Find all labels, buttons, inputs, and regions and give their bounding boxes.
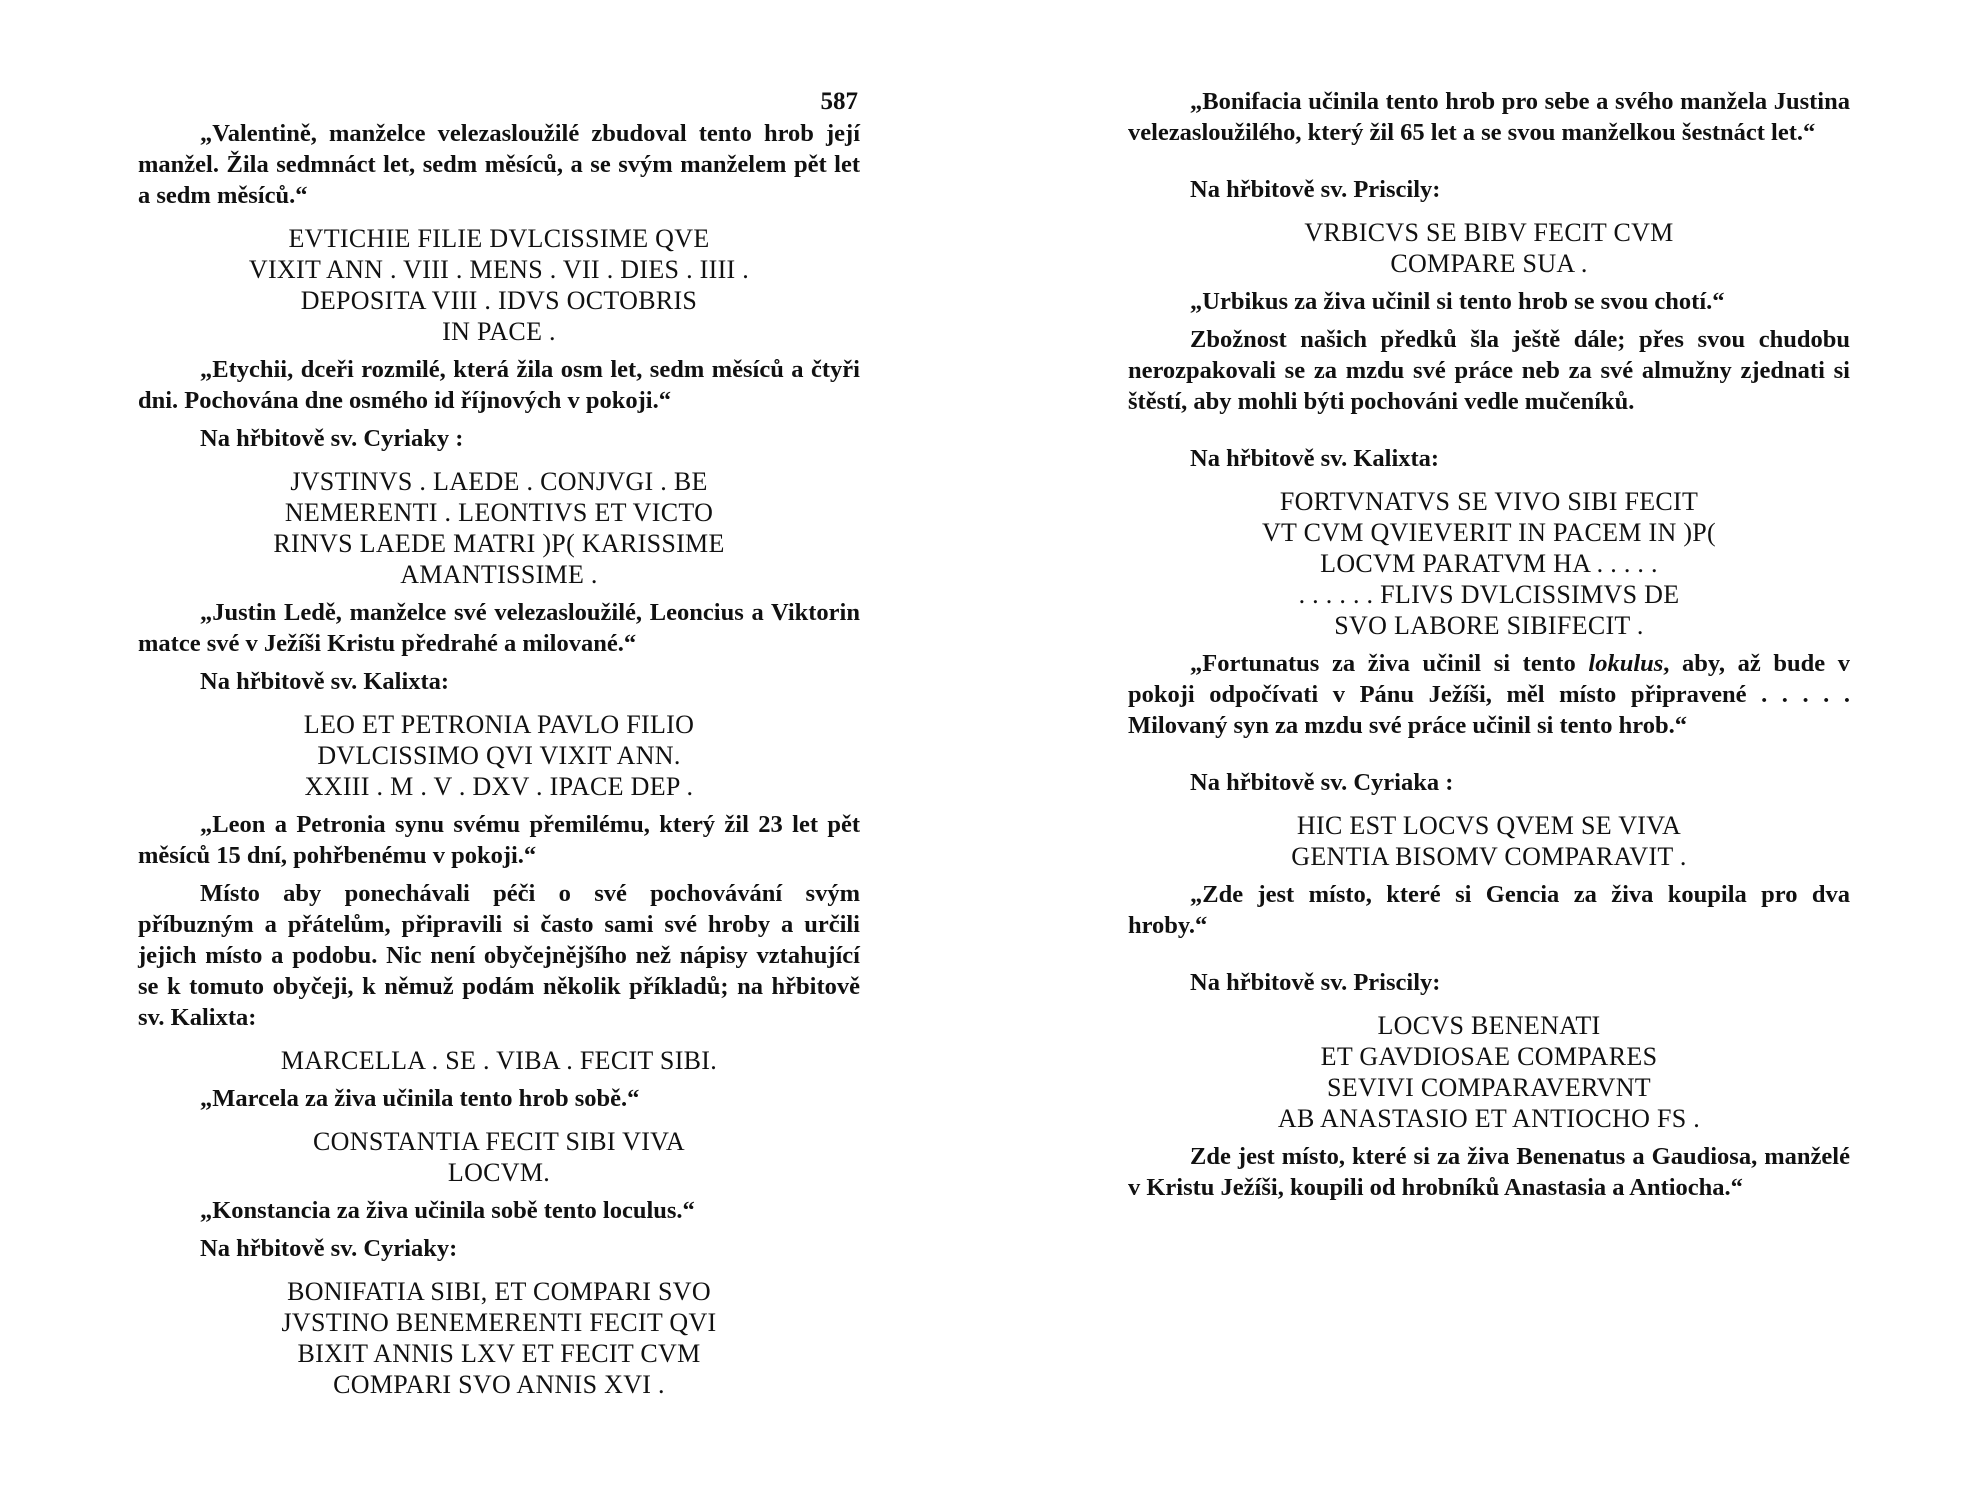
inscription-line: LOCVS BENENATI (1377, 1011, 1601, 1040)
inscription-line: VIXIT ANN . VIII . MENS . VII . DIES . IIII . (248, 255, 750, 284)
paragraph: Místo aby ponechávali péči o své pochovávání svým příbuzným a přátelům, připravili si často sami své hroby a určili jejich místo a podobu. Nic není obyčejnějšího než nápisy vztahující se k tomuto obyčeji, k němuž podám několik příkladů; na hřbitově sv. Kalixta: (138, 880, 860, 1031)
section-heading: Na hřbitově sv. Cyriaky : (200, 425, 464, 452)
paragraph (1128, 648, 1850, 741)
inscription-line: FORTVNATVS SE VIVO SIBI FECIT (1279, 487, 1699, 516)
paragraph: „Valentině, manželce velezasloužilé zbudoval tento hrob její manžel. Žila sedmnáct let, sedm měsíců, a se svým manželem pět let a sedm měsíců.“ (138, 120, 860, 209)
left-page (138, 0, 860, 1400)
latin-inscription (138, 1126, 860, 1188)
inscription-line: SVO LABORE SIBIFECIT . (1334, 611, 1644, 640)
latin-inscription (1128, 1010, 1850, 1134)
emphasis: lokulus (1588, 650, 1664, 677)
translation: „Konstancia za živa učinila sobě tento loculus.“ (200, 1197, 695, 1224)
inscription-line: IN PACE . (442, 317, 556, 346)
inscription-line: VRBICVS SE BIBV FECIT CVM (1304, 218, 1674, 247)
latin-inscription (1128, 486, 1850, 641)
latin-inscription (138, 1045, 860, 1076)
inscription-line: ET GAVDIOSAE COMPARES (1320, 1042, 1658, 1071)
inscription-line: COMPARI SVO ANNIS XVI . (333, 1370, 665, 1399)
paragraph: „Etychii, dceři rozmilé, která žila osm let, sedm měsíců a čtyři dni. Pochována dne osmého id říjnových v pokoji.“ (138, 356, 860, 414)
latin-inscription (1128, 810, 1850, 872)
latin-inscription (138, 466, 860, 590)
paragraph: „Justin Ledě, manželce své velezasloužilé, Leoncius a Viktorin matce své v Ježíši Kristu předrahé a milované.“ (138, 599, 860, 657)
inscription-line: NEMERENTI . LEONTIVS ET VICTO (284, 498, 714, 527)
inscription-line: AB ANASTASIO ET ANTIOCHO FS . (1277, 1104, 1701, 1133)
inscription-line: RINVS LAEDE MATRI )P( KARISSIME (273, 529, 725, 558)
inscription-line: DEPOSITA VIII . IDVS OCTOBRIS (300, 286, 698, 315)
inscription-line: EVTICHIE FILIE DVLCISSIME QVE (288, 224, 710, 253)
inscription-line: XXIII . M . V . DXV . IPACE DEP . (304, 772, 694, 801)
inscription-line: BIXIT ANNIS LXV ET FECIT CVM (297, 1339, 701, 1368)
inscription-line: MARCELLA . SE . VIBA . FECIT SIBI. (280, 1046, 718, 1075)
paragraph-text: , aby, až bude v pokoji odpočívati v Pánu Ježíši, měl místo připravené . . . . . Milovaný syn za mzdu své práce učinil si tento hrob.“ (1128, 650, 1850, 739)
inscription-line: LOCVM PARATVM HA . . . . . (1320, 549, 1658, 578)
latin-inscription (138, 223, 860, 347)
translation: „Marcela za živa učinila tento hrob sobě.“ (200, 1085, 640, 1112)
section-heading: Na hřbitově sv. Cyriaka : (1190, 769, 1454, 796)
latin-inscription (1128, 217, 1850, 279)
inscription-line: VT CVM QVIEVERIT IN PACEM IN )P( (1261, 518, 1717, 547)
paragraph: Zbožnost našich předků šla ještě dále; přes svou chudobu nerozpakovali se za mzdu své práce neb za své almužny zjednati si štěstí, aby mohli býti pochováni vedle mučeníků. (1128, 326, 1850, 415)
section-heading: Na hřbitově sv. Kalixta: (200, 668, 450, 695)
inscription-line: SEVIVI COMPARAVERVNT (1327, 1073, 1651, 1102)
paragraph: „Zde jest místo, které si Gencia za živa koupila pro dva hroby.“ (1128, 881, 1850, 939)
paragraph: Zde jest místo, které si za živa Benenatus a Gaudiosa, manželé v Kristu Ježíši, koupili od hrobníků Anastasia a Antiocha.“ (1128, 1143, 1850, 1201)
inscription-line: LOCVM. (447, 1158, 551, 1187)
inscription-line: JVSTINO BENEMERENTI FECIT QVI (281, 1308, 717, 1337)
section-heading: Na hřbitově sv. Cyriaky: (200, 1235, 458, 1262)
latin-inscription (138, 709, 860, 802)
inscription-line: AMANTISSIME . (400, 560, 598, 589)
page-number: 587 (820, 88, 858, 115)
inscription-line: . . . . . . FLIVS DVLCISSIMVS DE (1298, 580, 1680, 609)
inscription-line: LEO ET PETRONIA PAVLO FILIO (303, 710, 695, 739)
paragraph: „Bonifacia učinila tento hrob pro sebe a svého manžela Justina velezasloužilého, který žil 65 let a se svou manželkou šestnáct let.“ (1128, 88, 1850, 146)
paragraph: „Leon a Petronia synu svému přemilému, který žil 23 let pět měsíců 15 dní, pohřbenému v pokoji.“ (138, 811, 860, 869)
inscription-line: DVLCISSIMO QVI VIXIT ANN. (317, 741, 681, 770)
inscription-line: JVSTINVS . LAEDE . CONJVGI . BE (290, 467, 708, 496)
paragraph-text: „Fortunatus za živa učinil si tento (1190, 650, 1589, 677)
translation: „Urbikus za živa učinil si tento hrob se svou chotí.“ (1190, 288, 1725, 315)
right-page (1128, 0, 1850, 1203)
inscription-line: COMPARE SUA . (1390, 249, 1588, 278)
inscription-line: HIC EST LOCVS QVEM SE VIVA (1296, 811, 1682, 840)
section-heading: Na hřbitově sv. Priscily: (1190, 176, 1441, 203)
inscription-line: CONSTANTIA FECIT SIBI VIVA (313, 1127, 685, 1156)
section-heading: Na hřbitově sv. Kalixta: (1190, 445, 1440, 472)
inscription-line: BONIFATIA SIBI, ET COMPARI SVO (287, 1277, 711, 1306)
inscription-line: GENTIA BISOMV COMPARAVIT . (1291, 842, 1687, 871)
latin-inscription (138, 1276, 860, 1400)
section-heading: Na hřbitově sv. Priscily: (1190, 969, 1441, 996)
